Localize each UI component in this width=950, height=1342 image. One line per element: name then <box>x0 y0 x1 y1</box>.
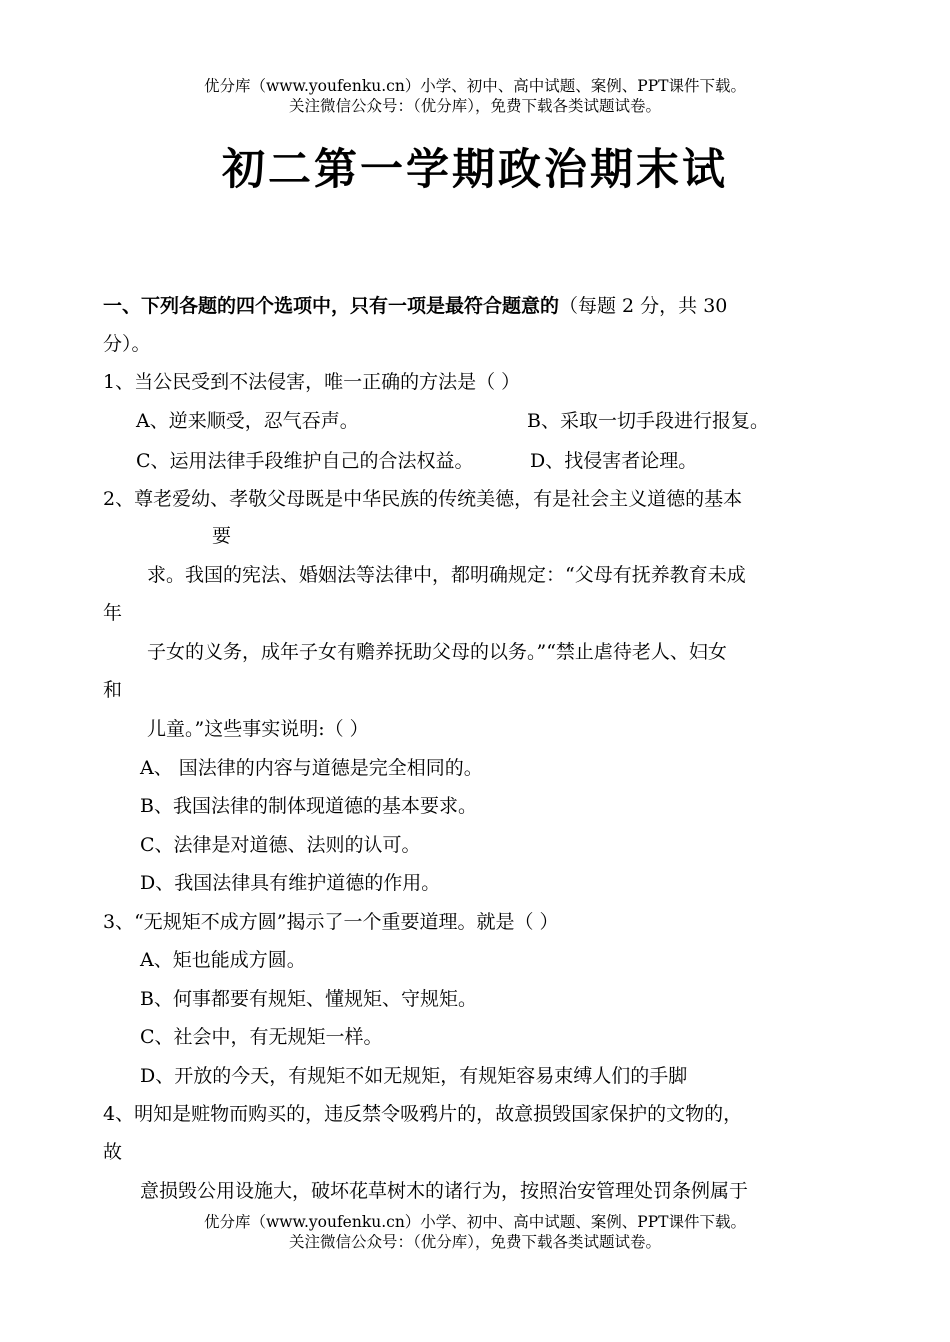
q2-line-3: 求。我国的宪法、婚姻法等法律中，都明确规定：“父母有抚养教育未成 <box>147 564 746 586</box>
page-title: 初二第一学期政治期末试 <box>222 145 728 195</box>
q2-line-6: 和 <box>103 679 123 701</box>
header-line-1: 优分库（www.youfenku.cn）小学、初中、高中试题、案例、PPT课件下载。 <box>203 77 747 95</box>
footer-line-1: 优分库（www.youfenku.cn）小学、初中、高中试题、案例、PPT课件下载。 <box>203 1213 747 1231</box>
q2-line-2: 要 <box>212 525 232 547</box>
q3-stem: 3、“无规矩不成方圆”揭示了一个重要道理。就是（ ） <box>103 911 559 933</box>
section-heading <box>103 293 727 319</box>
section-heading-cont: 分）。 <box>103 333 151 355</box>
q4-line-3: 意损毁公用设施大，破坏花草树木的诸行为，按照治安管理处罚条例属于 <box>140 1180 749 1202</box>
q4-line-2: 故 <box>103 1141 123 1163</box>
q2-line-5: 子女的义务，成年子女有赡养抚助父母的以务。”“禁止虐待老人、妇女 <box>147 641 727 663</box>
q1-option-b: B、采取一切手段进行报复。 <box>527 410 769 432</box>
q2-option-a: A、 国法律的内容与道德是完全相同的。 <box>140 757 483 779</box>
footer-line-2: 关注微信公众号：（优分库），免费下载各类试题试卷。 <box>288 1233 661 1251</box>
q3-option-b: B、何事都要有规矩、懂规矩、守规矩。 <box>140 988 477 1010</box>
section-heading-score: （每题 2 分，共 30 <box>559 295 728 317</box>
q1-option-c: C、运用法律手段维护自己的合法权益。 <box>136 450 474 472</box>
header-line-2: 关注微信公众号：（优分库），免费下载各类试题试卷。 <box>288 97 661 115</box>
q3-option-d: D、开放的今天，有规矩不如无规矩，有规矩容易束缚人们的手脚 <box>140 1065 688 1087</box>
q1-stem: 1、当公民受到不法侵害，唯一正确的方法是（ ） <box>103 371 521 393</box>
q4-line-1: 4、明知是赃物而购买的，违反禁令吸鸦片的，故意损毁国家保护的文物的， <box>103 1103 743 1125</box>
q2-option-d: D、我国法律具有维护道德的作用。 <box>140 872 441 894</box>
q2-line-1: 2、尊老爱幼、孝敬父母既是中华民族的传统美德，有是社会主义道德的基本 <box>103 488 743 510</box>
q2-option-b: B、我国法律的制体现道德的基本要求。 <box>140 795 477 817</box>
q1-option-a: A、逆来顺受，忍气吞声。 <box>136 410 359 432</box>
q2-line-4: 年 <box>103 602 123 624</box>
q3-option-a: A、矩也能成方圆。 <box>140 949 306 971</box>
q2-line-7: 儿童。”这些事实说明:（ ） <box>147 718 369 740</box>
q3-option-c: C、社会中，有无规矩一样。 <box>140 1026 383 1048</box>
section-heading-bold: 一、下列各题的四个选项中，只有一项是最符合题意的 <box>103 295 560 317</box>
q1-option-d: D、找侵害者论理。 <box>530 450 698 472</box>
q2-option-c: C、法律是对道德、法则的认可。 <box>140 834 421 856</box>
